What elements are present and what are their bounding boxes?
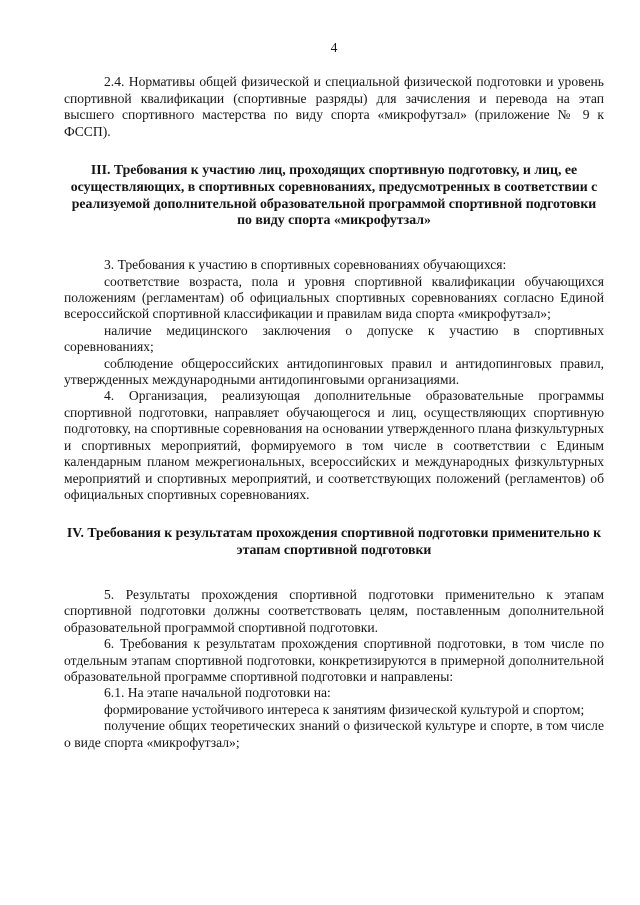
paragraph-6-1: 6.1. На этапе начальной подготовки на: <box>104 685 331 701</box>
paragraph-6-1-a: формирование устойчивого интереса к занятиям физической культурой и спортом; <box>104 701 585 717</box>
paragraph-5: 5. Результаты прохождения спортивной подготовки применительно к этапам спортивной подготовки должны соответствовать целям, поставленным дополнительной образовательной программой спортивной подготовки. <box>64 586 604 635</box>
paragraph-4: 4. Организация, реализующая дополнительные образовательные программы спортивной подготовки, направляет обучающегося и лиц, осуществляющих спортивную подготовку, на спортивные соревнования на основании утвержденного плана физкультурных и спортивных мероприятий, формируемого в том числе в соответствии с Единым календарным планом межрегиональных, всероссийских и международных физкультурных мероприятий и спортивных мероприятий, и соответствующих положений (регламентов) об официальных спортивных соревнованиях. <box>64 388 604 502</box>
paragraph-2-4: 2.4. Нормативы общей физической и специальной физической подготовки и уровень спортивной квалификации (спортивные разряды) для зачисления и перевода на этап высшего спортивного мастерства по виду спорта «микрофутзал» (приложение № 9 к ФССП). <box>64 74 604 139</box>
section-3-title: III. Требования к участию лиц, проходящих спортивную подготовку, и лиц, ее осуществляющих, в спортивных соревнованиях, предусмотренных в соответствии с реализуемой дополнительной образовательной программой спортивной подготовки по виду спорта «микрофутзал» <box>70 162 598 228</box>
paragraph-6: 6. Требования к результатам прохождения спортивной подготовки, в том числе по отдельным этапам спортивной подготовки, конкретизируются в примерной дополнительной образовательной программе спортивной подготовки и направлены: <box>64 636 604 684</box>
paragraph-6-1-b: получение общих теоретических знаний о физической культуре и спорте, в том числе о виде спорта «микрофутзал»; <box>64 718 604 750</box>
paragraph-3-intro: 3. Требования к участию в спортивных соревнованиях обучающихся: <box>104 257 507 273</box>
paragraph-3-a: соответствие возраста, пола и уровня спортивной квалификации обучающихся положениям (регламентам) об официальных спортивных соревнованиях согласно Единой всероссийской спортивной классификации и правилам вида спорта «микрофутзал»; <box>64 273 604 322</box>
section-4-title: IV. Требования к результатам прохождения спортивной подготовки применительно к этапам спортивной подготовки <box>66 525 602 558</box>
paragraph-3-c: соблюдение общероссийских антидопинговых правил и антидопинговых правил, утвержденных международными антидопинговыми организациями. <box>64 355 604 388</box>
page-number: 4 <box>330 40 338 55</box>
paragraph-3-b: наличие медицинского заключения о допуске к участию в спортивных соревнованиях; <box>64 322 604 355</box>
